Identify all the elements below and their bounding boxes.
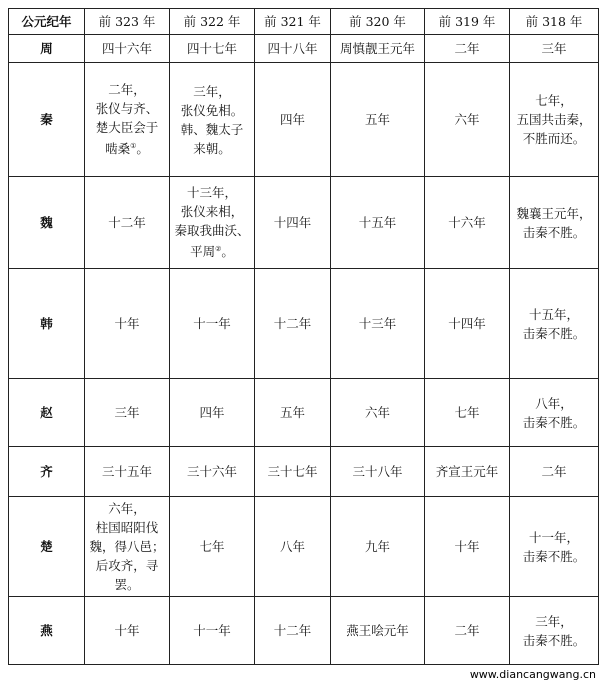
table-cell xyxy=(170,177,255,269)
cell-line xyxy=(88,39,166,58)
cell-text: 不胜而还。 xyxy=(522,131,586,146)
cell-line xyxy=(513,413,595,432)
cell-text: 七年 xyxy=(199,539,225,554)
cell-text: 十二年 xyxy=(273,316,312,331)
cell-line xyxy=(88,137,166,158)
cell-line xyxy=(173,120,251,139)
table-cell xyxy=(331,379,425,447)
table-cell xyxy=(170,497,255,597)
cell-line xyxy=(88,314,166,333)
cell-line xyxy=(88,213,166,232)
table-cell xyxy=(510,379,599,447)
cell-line xyxy=(428,39,506,58)
table-cell xyxy=(255,177,331,269)
cell-line xyxy=(334,213,421,232)
cell-text: 三年 xyxy=(541,41,567,56)
cell-line xyxy=(88,403,166,422)
header-year: 前 320 年 xyxy=(331,9,425,35)
cell-text: 十四年 xyxy=(273,215,312,230)
cell-line xyxy=(428,403,506,422)
cell-line xyxy=(258,403,327,422)
cell-line xyxy=(88,556,166,594)
table-cell xyxy=(170,379,255,447)
cell-line xyxy=(513,547,595,566)
state-name: 赵 xyxy=(9,379,85,447)
header-corner: 公元纪年 xyxy=(9,9,85,35)
cell-line xyxy=(513,394,595,413)
cell-text: 五年 xyxy=(364,112,390,127)
cell-line xyxy=(258,213,327,232)
cell-text: 七年 xyxy=(454,405,480,420)
cell-line xyxy=(258,537,327,556)
cell-line xyxy=(334,462,421,481)
cell-text: 三十八年 xyxy=(352,464,403,479)
cell-text: 二年 xyxy=(454,41,480,56)
cell-line xyxy=(428,537,506,556)
cell-line xyxy=(88,518,166,537)
state-name: 燕 xyxy=(9,597,85,665)
cell-punctuation: 。 xyxy=(221,244,234,260)
cell-line xyxy=(428,621,506,640)
cell-line xyxy=(173,101,251,120)
cell-text: 七年， xyxy=(535,93,573,108)
cell-text: 十一年， xyxy=(528,529,579,545)
chronology-table xyxy=(8,8,599,665)
table-cell xyxy=(170,269,255,379)
table-cell xyxy=(170,447,255,497)
cell-text: 柱国昭阳伐 xyxy=(95,520,159,535)
table-cell xyxy=(331,497,425,597)
cell-line xyxy=(88,118,166,137)
cell-text: 十年 xyxy=(114,623,140,638)
cell-text: 齐宣王元年 xyxy=(435,464,499,479)
cell-line xyxy=(258,462,327,481)
table-cell xyxy=(170,597,255,665)
cell-text: 二年 xyxy=(541,464,567,479)
cell-line xyxy=(88,499,166,518)
cell-line xyxy=(513,462,595,481)
cell-text: 十三年， xyxy=(186,185,237,201)
table-cell xyxy=(255,63,331,177)
cell-line xyxy=(334,403,421,422)
cell-line xyxy=(173,240,251,261)
cell-line xyxy=(513,612,595,631)
cell-text: 五国共击秦， xyxy=(516,112,592,127)
table-cell xyxy=(331,447,425,497)
cell-line xyxy=(173,462,251,481)
cell-line xyxy=(258,314,327,333)
cell-text: 十一年 xyxy=(193,316,231,331)
cell-line xyxy=(513,110,595,129)
cell-text: 十年 xyxy=(454,539,480,554)
table-cell xyxy=(85,63,170,177)
cell-line xyxy=(428,462,506,481)
table-cell xyxy=(425,177,510,269)
cell-text: 韩、魏太子 xyxy=(180,121,244,137)
header-year: 前 321 年 xyxy=(255,9,331,35)
cell-text: 十六年 xyxy=(448,215,486,230)
cell-text: 八年， xyxy=(535,395,573,411)
table-header xyxy=(9,9,599,35)
cell-line xyxy=(88,621,166,640)
cell-text: 魏襄王元年， xyxy=(516,205,592,221)
cell-text: 十二年 xyxy=(273,623,312,638)
cell-line xyxy=(258,621,327,640)
table-cell xyxy=(510,63,599,177)
table-cell xyxy=(510,597,599,665)
cell-text: 三年 xyxy=(114,405,140,420)
cell-line xyxy=(513,528,595,547)
table-cell xyxy=(331,177,425,269)
table-cell xyxy=(255,35,331,63)
cell-text: 四十六年 xyxy=(101,41,152,56)
cell-text: 周慎靓王元年 xyxy=(339,41,415,56)
cell-text: 十四年 xyxy=(448,316,486,331)
state-name: 魏 xyxy=(9,177,85,269)
cell-line xyxy=(88,99,166,118)
watermark-text: www.diancangwang.cn xyxy=(469,668,596,681)
cell-line xyxy=(173,139,251,158)
cell-line xyxy=(173,621,251,640)
table-body xyxy=(9,35,599,665)
cell-text: 三十五年 xyxy=(101,464,152,479)
cell-text: 楚大臣会于 xyxy=(95,120,159,136)
cell-text: 三十六年 xyxy=(186,464,237,479)
header-year: 前 319 年 xyxy=(425,9,510,35)
cell-text: 四十七年 xyxy=(186,41,237,56)
table-cell xyxy=(425,379,510,447)
table-row xyxy=(9,447,599,497)
cell-line xyxy=(428,110,506,129)
cell-line xyxy=(428,314,506,333)
cell-line xyxy=(173,537,251,556)
cell-text: 击秦不胜。 xyxy=(522,325,586,341)
cell-line xyxy=(513,129,595,148)
header-year: 前 318 年 xyxy=(510,9,599,35)
cell-text: 八年 xyxy=(279,539,305,554)
state-name: 周 xyxy=(9,35,85,63)
cell-text: 九年 xyxy=(364,539,390,554)
cell-line xyxy=(173,221,251,240)
cell-text: 击秦不胜。 xyxy=(522,224,586,240)
header-year: 前 322 年 xyxy=(170,9,255,35)
cell-text: 四十八年 xyxy=(267,41,318,56)
state-name: 韩 xyxy=(9,269,85,379)
cell-text: 四年 xyxy=(199,405,225,420)
cell-text: 十五年， xyxy=(528,306,579,322)
cell-text: 二年 xyxy=(454,623,480,638)
table-cell xyxy=(331,35,425,63)
state-name: 楚 xyxy=(9,497,85,597)
cell-text: 后攻齐，寻罢。 xyxy=(95,558,159,592)
cell-text: 五年 xyxy=(279,405,305,420)
cell-text: 击秦不胜。 xyxy=(522,414,586,430)
cell-line xyxy=(334,314,421,333)
table-cell xyxy=(255,269,331,379)
cell-line xyxy=(173,82,251,101)
cell-text: 魏，得八邑； xyxy=(89,539,165,554)
table-cell xyxy=(425,597,510,665)
table-cell xyxy=(510,447,599,497)
cell-line xyxy=(513,39,595,58)
footnote-marker: ① xyxy=(130,142,137,151)
cell-text: 二年， xyxy=(108,82,146,98)
cell-text: 三年， xyxy=(535,613,573,629)
cell-text: 击秦不胜。 xyxy=(522,548,586,564)
cell-line xyxy=(258,110,327,129)
cell-text: 六年 xyxy=(454,112,480,127)
cell-line xyxy=(334,39,421,58)
cell-text: 十二年 xyxy=(108,215,146,230)
table-cell xyxy=(425,63,510,177)
header-row xyxy=(9,9,599,35)
table-cell xyxy=(85,379,170,447)
cell-text: 啮桑 xyxy=(105,141,131,157)
cell-line xyxy=(173,314,251,333)
table-row xyxy=(9,497,599,597)
cell-line xyxy=(428,213,506,232)
state-name: 齐 xyxy=(9,447,85,497)
cell-text: 三十七年 xyxy=(267,464,318,479)
footnote-marker: ② xyxy=(215,245,222,254)
cell-text: 燕王哙元年 xyxy=(346,623,409,638)
table-cell xyxy=(510,177,599,269)
cell-text: 十年 xyxy=(114,316,140,331)
table-cell xyxy=(85,497,170,597)
cell-text: 四年 xyxy=(279,112,305,127)
table-cell xyxy=(170,63,255,177)
table-row xyxy=(9,269,599,379)
header-year: 前 323 年 xyxy=(85,9,170,35)
table-row xyxy=(9,63,599,177)
table-cell xyxy=(510,35,599,63)
table-cell xyxy=(85,35,170,63)
table-cell xyxy=(255,447,331,497)
table-cell xyxy=(255,497,331,597)
table-cell xyxy=(425,497,510,597)
cell-text: 十一年 xyxy=(193,623,231,638)
cell-text: 六年 xyxy=(364,405,390,420)
cell-text: 张仪免相。 xyxy=(180,102,244,118)
cell-text: 十五年 xyxy=(358,215,397,230)
table-cell xyxy=(331,269,425,379)
table-cell xyxy=(85,597,170,665)
table-cell xyxy=(255,597,331,665)
cell-line xyxy=(173,39,251,58)
cell-text: 十三年 xyxy=(358,316,397,331)
table-row xyxy=(9,177,599,269)
table-cell xyxy=(85,269,170,379)
cell-punctuation: 。 xyxy=(136,141,149,157)
cell-line xyxy=(513,631,595,650)
cell-line xyxy=(173,202,251,221)
table-cell xyxy=(510,269,599,379)
table-cell xyxy=(425,447,510,497)
cell-line xyxy=(513,305,595,324)
table-cell xyxy=(170,35,255,63)
cell-line xyxy=(173,403,251,422)
cell-line xyxy=(334,110,421,129)
cell-text: 来朝。 xyxy=(193,140,231,156)
cell-line xyxy=(88,462,166,481)
state-name: 秦 xyxy=(9,63,85,177)
cell-text: 三年， xyxy=(193,83,231,99)
cell-line xyxy=(258,39,327,58)
table-cell xyxy=(331,63,425,177)
table-cell xyxy=(85,177,170,269)
cell-text: 秦取我曲沃、 xyxy=(174,223,250,239)
table-row xyxy=(9,597,599,665)
cell-line xyxy=(513,223,595,242)
cell-text: 张仪与齐、 xyxy=(95,101,159,117)
table-cell xyxy=(85,447,170,497)
cell-line xyxy=(513,204,595,223)
table-cell xyxy=(255,379,331,447)
cell-line xyxy=(513,91,595,110)
cell-line xyxy=(513,324,595,343)
table-row xyxy=(9,379,599,447)
cell-line xyxy=(334,621,421,640)
cell-text: 张仪来相， xyxy=(180,204,244,220)
cell-text: 击秦不胜。 xyxy=(522,632,586,648)
cell-text: 平周 xyxy=(190,244,216,260)
cell-line xyxy=(88,537,166,556)
cell-text: 六年， xyxy=(108,501,146,516)
cell-line xyxy=(173,183,251,202)
table-cell xyxy=(425,35,510,63)
table-cell xyxy=(425,269,510,379)
table-row xyxy=(9,35,599,63)
cell-line xyxy=(88,80,166,99)
table-cell xyxy=(510,497,599,597)
table-cell xyxy=(331,597,425,665)
cell-line xyxy=(334,537,421,556)
